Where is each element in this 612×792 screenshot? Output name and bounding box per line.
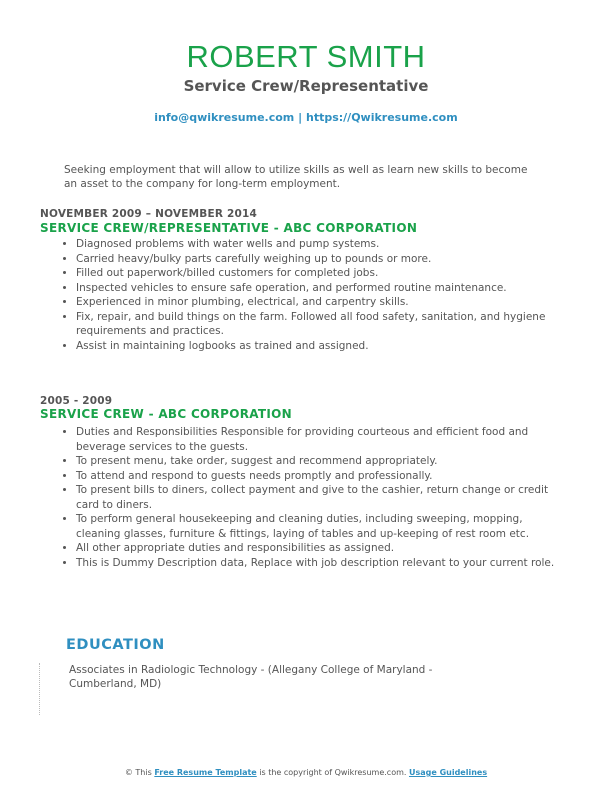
usage-guidelines-link[interactable]: Usage Guidelines [408, 768, 488, 777]
list-item: • Experienced in minor plumbing, electrical, and carpentry skills. [76, 295, 562, 310]
footer-prefix: © This [124, 768, 152, 777]
experience-1-role: SERVICE CREW/REPRESENTATIVE - ABC CORPORATION [40, 221, 418, 235]
website-link[interactable]: https://Qwikresume.com [305, 111, 458, 124]
education-heading: EDUCATION [66, 637, 165, 653]
resume-name: ROBERT SMITH [186, 39, 426, 74]
list-item: • Assist in maintaining logbooks as trained and assigned. [76, 339, 562, 354]
list-item: • Inspected vehicles to ensure safe operation, and performed routine maintenance. [76, 281, 562, 296]
list-item: • Carried heavy/bulky parts carefully weighing up to pounds or more. [76, 252, 562, 267]
experience-2-bullets [58, 425, 562, 570]
footer [0, 768, 612, 778]
list-item: • Filled out paperwork/billed customers for completed jobs. [76, 266, 562, 281]
list-item: • All other appropriate duties and responsibilities as assigned. [76, 541, 562, 556]
list-item: • This is Dummy Description data, Replace with job description relevant to your current role. [76, 556, 562, 571]
education-divider [39, 663, 40, 715]
list-item: • Diagnosed problems with water wells and pump systems. [76, 237, 562, 252]
summary-text: Seeking employment that will allow to utilize skills as well as learn new skills to become an asset to the company for long-term employment. [64, 164, 528, 190]
experience-1-bullets [58, 237, 562, 353]
list-item: • Fix, repair, and build things on the farm. Followed all food safety, sanitation, and hygiene requirements and practices. [76, 310, 562, 339]
free-resume-template-link[interactable]: Free Resume Template [154, 768, 257, 777]
experience-2-role: SERVICE CREW - ABC CORPORATION [40, 407, 292, 421]
experience-2-dates: 2005 - 2009 [40, 395, 113, 407]
list-item: • To perform general housekeeping and cleaning duties, including sweeping, mopping, cleaning glasses, furniture & fittings, laying of tables and up-keeping of rest room etc. [76, 512, 562, 541]
contact-separator: | [298, 111, 303, 124]
education-entry: Associates in Radiologic Technology - (Allegany College of Maryland - Cumberland, MD) [69, 664, 433, 690]
footer-middle: is the copyright of Qwikresume.com. [259, 768, 407, 777]
experience-1-dates: NOVEMBER 2009 – NOVEMBER 2014 [40, 208, 257, 220]
list-item: • Duties and Responsibilities Responsible for providing courteous and efficient food and beverage services to the guests. [76, 425, 562, 454]
email-link[interactable]: info@qwikresume.com [154, 111, 295, 124]
resume-job-title: Service Crew/Representative [183, 77, 429, 95]
contact-line [0, 111, 612, 125]
list-item: • To present bills to diners, collect payment and give to the cashier, return change or credit card to diners. [76, 483, 562, 512]
list-item: • To present menu, take order, suggest and recommend appropriately. [76, 454, 562, 469]
list-item: • To attend and respond to guests needs promptly and professionally. [76, 469, 562, 484]
